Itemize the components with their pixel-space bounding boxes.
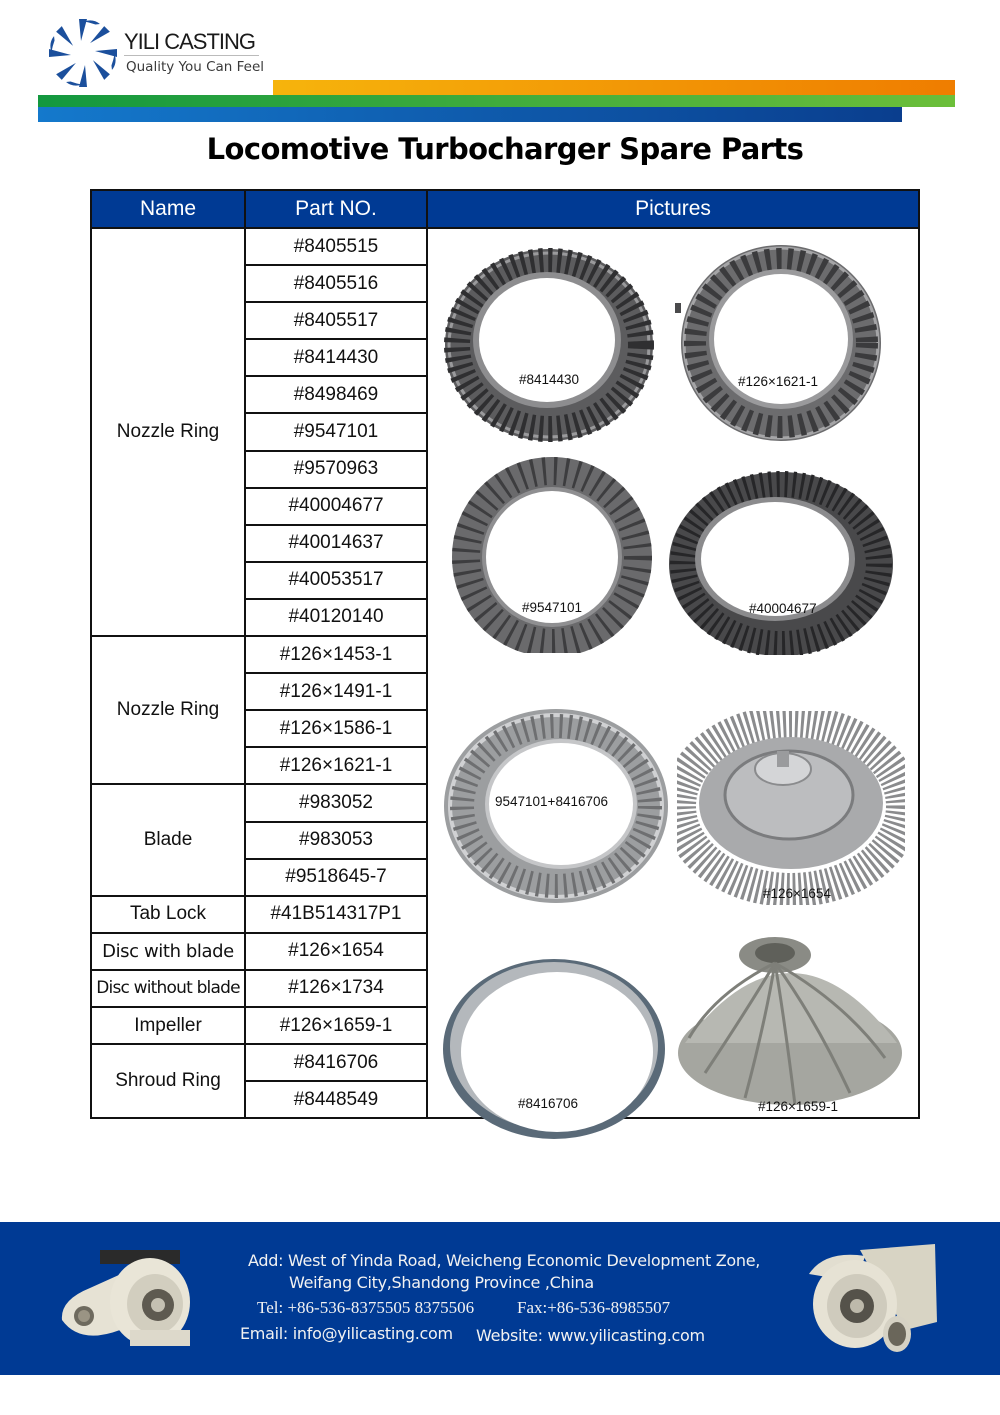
column-header-pictures: Pictures bbox=[427, 190, 919, 228]
footer-tel: Tel: +86-536-8375505 8375506 bbox=[257, 1298, 475, 1317]
brand-divider bbox=[124, 55, 259, 56]
footer-email[interactable]: Email: info@yilicasting.com bbox=[240, 1324, 453, 1343]
page-title: Locomotive Turbocharger Spare Parts bbox=[206, 132, 804, 166]
header-stripe-blue bbox=[38, 107, 902, 122]
brand-name: YILI CASTING bbox=[124, 29, 256, 54]
footer-website[interactable]: Website: www.yilicasting.com bbox=[476, 1326, 705, 1345]
part-name-cell: Tab Lock bbox=[91, 896, 245, 933]
product-image-nozzle-ring bbox=[443, 706, 669, 906]
part-number-cell: #126×1453-1 bbox=[245, 636, 427, 673]
part-number-cell: #126×1659-1 bbox=[245, 1007, 427, 1044]
part-number-cell: #40120140 bbox=[245, 599, 427, 636]
picture-caption: #8416706 bbox=[518, 1096, 579, 1111]
part-number-cell: #9570963 bbox=[245, 451, 427, 488]
part-number-cell: #8405517 bbox=[245, 302, 427, 339]
part-number-cell: #9547101 bbox=[245, 413, 427, 450]
part-name-cell: Disc with blade bbox=[91, 933, 245, 970]
product-image-nozzle-ring bbox=[675, 243, 885, 445]
part-name-cell: Shroud Ring bbox=[91, 1044, 245, 1118]
part-number-cell: #126×1734 bbox=[245, 970, 427, 1007]
part-number-cell: #126×1586-1 bbox=[245, 710, 427, 747]
footer-fax: Fax:+86-536-8985507 bbox=[517, 1298, 671, 1317]
picture-caption: 9547101+8416706 bbox=[495, 794, 608, 809]
turbocharger-image-right bbox=[805, 1242, 940, 1359]
part-name-cell: Blade bbox=[91, 784, 245, 895]
product-image-nozzle-ring bbox=[449, 457, 655, 653]
part-name-cell: Disc without blade bbox=[91, 970, 245, 1007]
part-number-cell: #8416706 bbox=[245, 1044, 427, 1081]
product-image-nozzle-ring bbox=[667, 469, 895, 655]
part-number-cell: #9518645-7 bbox=[245, 859, 427, 896]
part-number-cell: #8414430 bbox=[245, 339, 427, 376]
picture-caption: #126×1654 bbox=[763, 886, 831, 901]
product-image-impeller bbox=[675, 923, 905, 1119]
part-number-cell: #983053 bbox=[245, 822, 427, 859]
product-image-nozzle-ring bbox=[443, 245, 655, 443]
header-stripe-orange bbox=[273, 80, 955, 95]
part-number-cell: #126×1654 bbox=[245, 933, 427, 970]
part-number-cell: #8405515 bbox=[245, 228, 427, 265]
column-header-name: Name bbox=[91, 190, 245, 228]
product-pictures bbox=[427, 231, 917, 1166]
part-name-cell: Nozzle Ring bbox=[91, 636, 245, 784]
part-number-cell: #40014637 bbox=[245, 525, 427, 562]
picture-caption: #9547101 bbox=[522, 600, 583, 615]
header-stripe-green bbox=[38, 95, 955, 107]
part-number-cell: #8448549 bbox=[245, 1081, 427, 1118]
footer-address-line2: Weifang City,Shandong Province ,China bbox=[289, 1273, 594, 1292]
product-image-shroud-ring bbox=[441, 954, 667, 1140]
product-image-bladed-disc bbox=[677, 711, 905, 905]
brand-tagline: Quality You Can Feel bbox=[126, 59, 265, 75]
part-number-cell: #126×1491-1 bbox=[245, 673, 427, 710]
company-logo-icon bbox=[45, 16, 121, 90]
picture-caption: #126×1659-1 bbox=[758, 1099, 838, 1114]
part-name-cell: Nozzle Ring bbox=[91, 228, 245, 636]
part-number-cell: #126×1621-1 bbox=[245, 747, 427, 784]
picture-caption: #126×1621-1 bbox=[738, 374, 818, 389]
part-number-cell: #983052 bbox=[245, 784, 427, 821]
table-header-row bbox=[91, 190, 919, 228]
part-number-cell: #40004677 bbox=[245, 488, 427, 525]
part-number-cell: #41B514317P1 bbox=[245, 896, 427, 933]
footer-address-line1: Add: West of Yinda Road, Weicheng Economic Development Zone, bbox=[248, 1251, 761, 1270]
picture-caption: #8414430 bbox=[519, 372, 580, 387]
part-name-cell: Impeller bbox=[91, 1007, 245, 1044]
part-number-cell: #40053517 bbox=[245, 562, 427, 599]
contact-footer bbox=[0, 1222, 1000, 1375]
part-number-cell: #8498469 bbox=[245, 376, 427, 413]
column-header-part-no: Part NO. bbox=[245, 190, 427, 228]
picture-caption: #40004677 bbox=[749, 601, 817, 616]
turbocharger-image-left bbox=[60, 1250, 190, 1353]
part-number-cell: #8405516 bbox=[245, 265, 427, 302]
